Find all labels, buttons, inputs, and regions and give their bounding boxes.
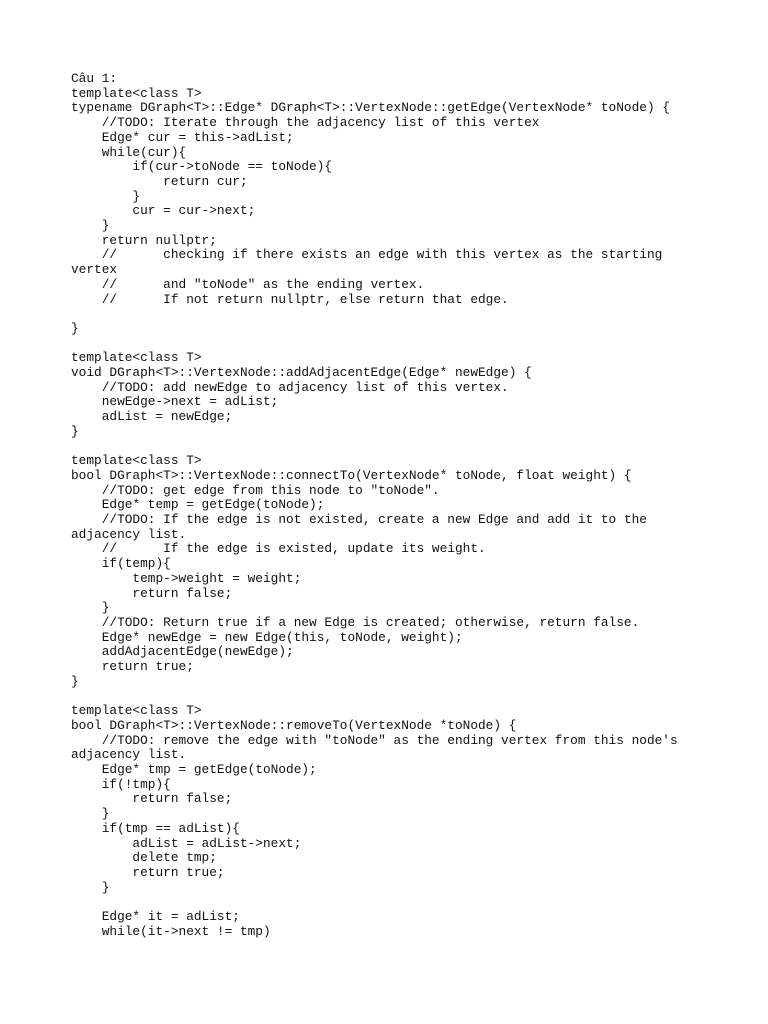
code-line: delete tmp; <box>71 850 217 866</box>
code-line: } <box>71 673 79 689</box>
code-line <box>71 895 711 910</box>
code-line: } <box>71 879 110 895</box>
code-line: bool DGraph<T>::VertexNode::removeTo(VertexNode *toNode) { <box>71 717 517 733</box>
code-line: //TODO: remove the edge with "toNode" as the ending vertex from this node's <box>71 732 678 748</box>
code-line: addAdjacentEdge(newEdge); <box>71 644 294 660</box>
code-document <box>71 72 711 939</box>
code-line: while(it->next != tmp) <box>71 923 271 939</box>
code-line: } <box>71 423 79 439</box>
code-line: // checking if there exists an edge with this vertex as the starting <box>71 247 663 263</box>
code-line: Edge* it = adList; <box>71 909 240 924</box>
code-line: } <box>71 320 79 336</box>
code-line: newEdge->next = adList; <box>71 394 279 410</box>
code-line: return nullptr; <box>71 232 217 248</box>
code-line: Câu 1: <box>71 71 118 86</box>
code-line <box>71 440 711 455</box>
code-line: return false; <box>71 585 233 601</box>
code-line: return false; <box>71 791 233 807</box>
code-line: return true; <box>71 659 194 675</box>
code-line: template<class T> <box>71 703 202 719</box>
code-line: cur = cur->next; <box>71 203 256 219</box>
code-line: Edge* tmp = getEdge(toNode); <box>71 761 317 777</box>
code-line: if(tmp == adList){ <box>71 820 240 836</box>
code-line: adList = newEdge; <box>71 409 233 425</box>
code-line: } <box>71 600 110 616</box>
code-line: adjacency list. <box>71 747 187 763</box>
code-line: if(cur->toNode == toNode){ <box>71 159 333 175</box>
code-line: template<class T> <box>71 85 202 101</box>
code-line <box>71 337 711 352</box>
code-line: //TODO: Return true if a new Edge is created; otherwise, return false. <box>71 614 640 630</box>
code-line: vertex <box>71 262 118 278</box>
code-line: //TODO: Iterate through the adjacency list of this vertex <box>71 115 540 131</box>
code-line: while(cur){ <box>71 144 187 160</box>
code-line: Edge* temp = getEdge(toNode); <box>71 497 325 513</box>
code-line: //TODO: If the edge is not existed, create a new Edge and add it to the <box>71 512 647 528</box>
code-line <box>71 307 711 322</box>
code-line: return true; <box>71 864 225 880</box>
code-line: Edge* newEdge = new Edge(this, toNode, weight); <box>71 629 463 645</box>
code-line: //TODO: get edge from this node to "toNode". <box>71 482 440 498</box>
code-line: Edge* cur = this->adList; <box>71 129 294 145</box>
code-line: adjacency list. <box>71 526 187 542</box>
code-line: } <box>71 218 110 234</box>
code-line: } <box>71 806 110 822</box>
code-line <box>71 689 711 704</box>
code-line: void DGraph<T>::VertexNode::addAdjacentEdge(Edge* newEdge) { <box>71 365 532 381</box>
code-line: return cur; <box>71 173 248 189</box>
code-line: adList = adList->next; <box>71 835 302 851</box>
code-line: if(temp){ <box>71 556 171 572</box>
code-line: //TODO: add newEdge to adjacency list of this vertex. <box>71 379 509 395</box>
code-line: if(!tmp){ <box>71 776 171 792</box>
code-line: template<class T> <box>71 350 202 366</box>
code-line: bool DGraph<T>::VertexNode::connectTo(VertexNode* toNode, float weight) { <box>71 467 632 483</box>
code-line: // and "toNode" as the ending vertex. <box>71 276 425 292</box>
code-line: } <box>71 188 141 204</box>
code-line: // If not return nullptr, else return that edge. <box>71 291 509 307</box>
code-line: // If the edge is existed, update its weight. <box>71 541 486 557</box>
code-line: typename DGraph<T>::Edge* DGraph<T>::VertexNode::getEdge(VertexNode* toNode) { <box>71 100 670 116</box>
code-line: temp->weight = weight; <box>71 570 302 586</box>
code-line: template<class T> <box>71 453 202 469</box>
